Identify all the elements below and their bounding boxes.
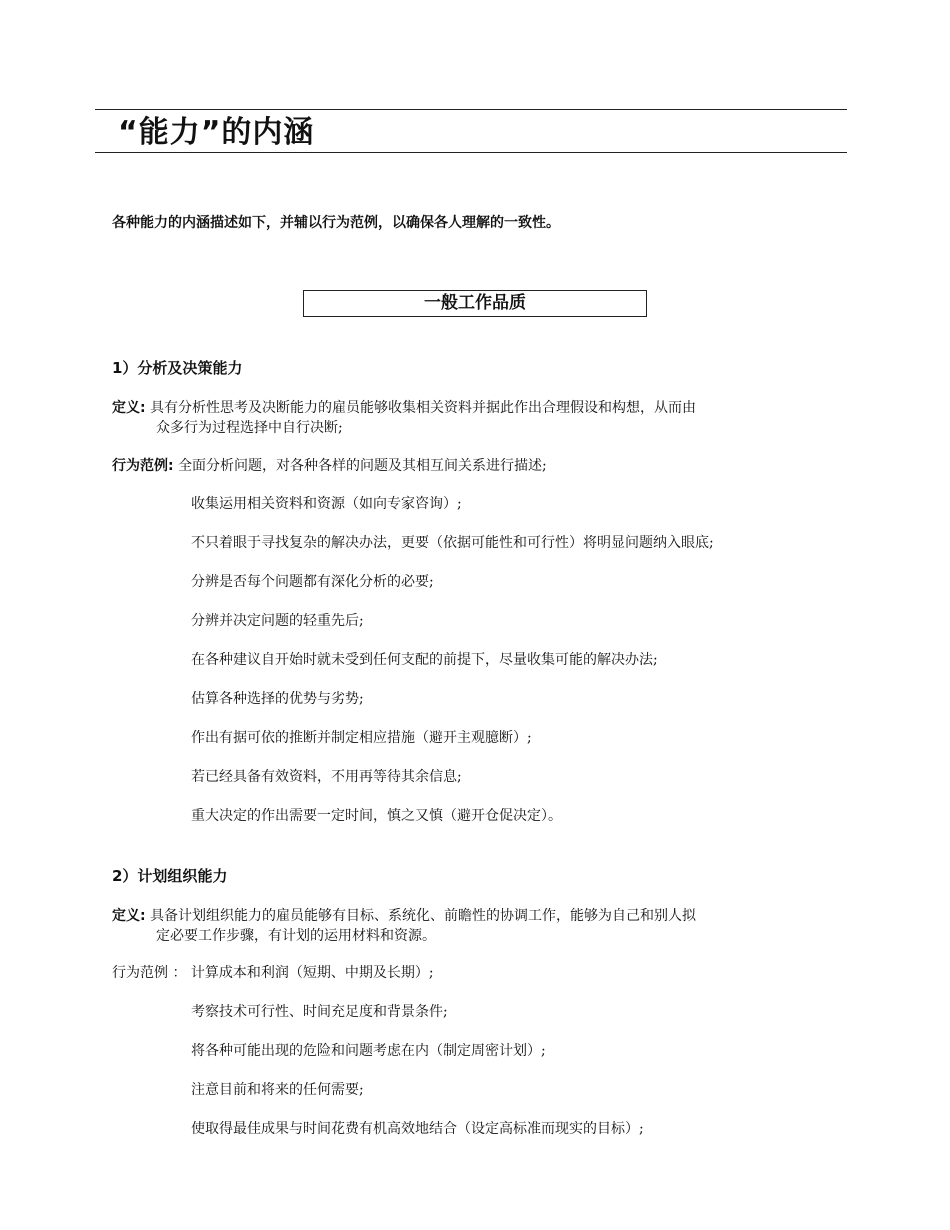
definition-text-continued: 定必要工作步骤，有计划的运用材料和资源。 [156, 928, 436, 944]
behavior-item: 使取得最佳成果与时间花费有机高效地结合（设定高标准而现实的目标）; [191, 1121, 644, 1137]
behavior-first-item: 全面分析问题，对各种各样的问题及其相互间关系进行描述; [178, 458, 547, 474]
behavior-item: 若已经具备有效资料，不用再等待其余信息; [191, 769, 462, 785]
title-underline [95, 152, 847, 153]
top-rule [95, 109, 847, 110]
behavior-item: 分辨是否每个问题都有深化分析的必要; [191, 574, 434, 590]
behavior-item: 重大决定的作出需要一定时间，慎之又慎（避开仓促决定）。 [191, 808, 562, 824]
behavior-item: 分辨并决定问题的轻重先后; [191, 613, 364, 629]
behavior-item: 估算各种选择的优势与劣势; [191, 691, 364, 707]
behavior-item: 将各种可能出现的危险和问题考虑在内（制定周密计划）; [191, 1043, 546, 1059]
behavior-item: 考察技术可行性、时间充足度和背景条件; [191, 1004, 448, 1020]
definition-label: 定义: [112, 400, 146, 416]
behavior-paragraph [112, 963, 842, 983]
definition-paragraph [112, 398, 842, 438]
page-title: “能力”的内涵 [118, 115, 315, 150]
definition-label: 定义: [112, 908, 146, 924]
section-heading: 2）计划组织能力 [112, 867, 228, 885]
behavior-item: 收集运用相关资料和资源（如向专家咨询）; [191, 496, 462, 512]
behavior-label: 行为范例 ： [112, 965, 187, 981]
definition-paragraph [112, 906, 842, 946]
behavior-item: 作出有据可依的推断并制定相应措施（避开主观臆断）; [191, 730, 532, 746]
behavior-label: 行为范例: [112, 458, 174, 474]
definition-text: 具有分析性思考及决断能力的雇员能够收集相关资料并据此作出合理假设和构想，从而由 [150, 400, 697, 416]
definition-text: 具备计划组织能力的雇员能够有目标、系统化、前瞻性的协调工作，能够为自己和别人拟 [150, 908, 697, 924]
behavior-item: 在各种建议自开始时就未受到任何支配的前提下，尽量收集可能的解决办法; [191, 652, 658, 668]
category-box: 一般工作品质 [303, 290, 647, 317]
definition-text-continued: 众多行为过程选择中自行决断; [156, 420, 343, 436]
behavior-first-item: 计算成本和利润（短期、中期及长期）; [190, 965, 434, 981]
behavior-paragraph [112, 456, 842, 476]
section-heading: 1）分析及决策能力 [112, 359, 243, 377]
behavior-item: 注意目前和将来的任何需要; [191, 1082, 364, 1098]
behavior-item: 不只着眼于寻找复杂的解决办法，更要（依据可能性和可行性）将明显问题纳入眼底; [191, 535, 714, 551]
intro-text: 各种能力的内涵描述如下，并辅以行为范例，以确保各人理解的一致性。 [112, 215, 560, 231]
